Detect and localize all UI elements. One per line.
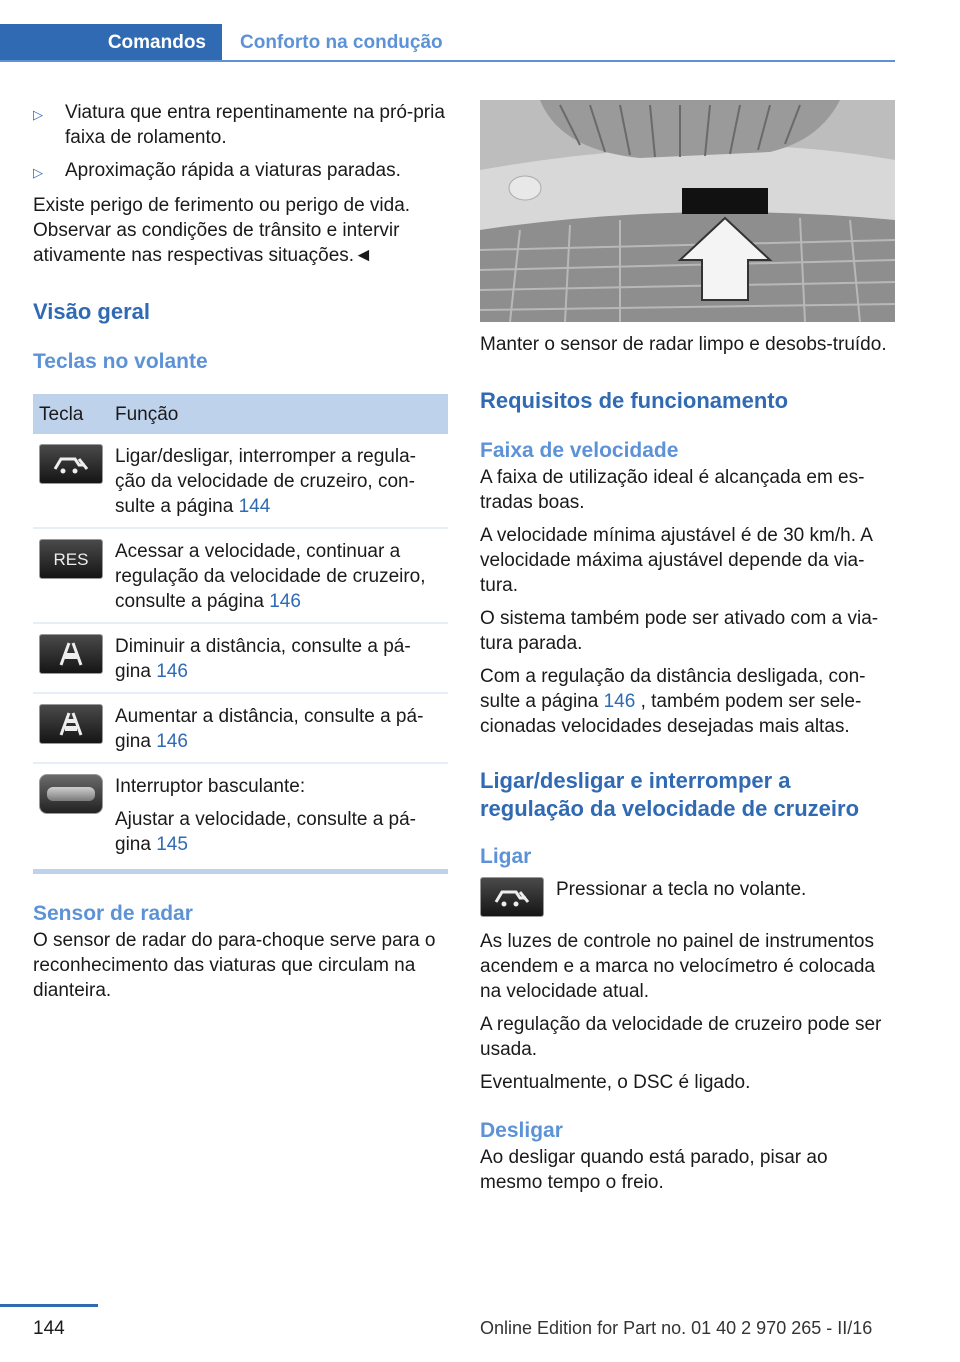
on-paragraph-1: As luzes de controle no painel de instrumentos acendem e a marca no velocímetro é colocada na velocidade atual. <box>480 931 875 1002</box>
radar-sensor-photo <box>480 100 895 322</box>
tab-conforto[interactable]: Conforto na condução <box>240 32 443 53</box>
row-text: Acessar a velocidade, continuar a regulação da velocidade de cruzeiro, consulte a página <box>115 541 426 612</box>
page-link[interactable]: 146 <box>156 661 188 682</box>
off-text: Ao desligar quando está parado, pisar ao mesmo tempo o freio. <box>480 1147 828 1193</box>
col-function-header: Função <box>109 394 448 434</box>
page-number: 144 <box>33 1318 65 1339</box>
triangle-bullet-icon: ▷ <box>33 107 43 122</box>
radar-heading: Sensor de radar <box>33 902 193 925</box>
triangle-bullet-icon: ▷ <box>33 165 43 180</box>
res-key-icon <box>39 539 103 579</box>
speed-p4-text-b: , também podem ser sele‐cionadas velocidades desejadas mais altas. <box>480 691 862 737</box>
keys-heading: Teclas no volante <box>33 350 208 373</box>
keys-table <box>33 394 448 865</box>
page-link[interactable]: 146 <box>269 591 301 612</box>
cruise-control-icon <box>480 877 544 917</box>
onoff-heading: Ligar/desligar e interromper a regulação da velocidade de cruzeiro <box>480 768 860 821</box>
on-instruction <box>480 877 895 917</box>
cruise-control-icon <box>39 444 103 484</box>
edition-text: Online Edition for Part no. 01 40 2 970 265 - II/16 <box>480 1318 873 1338</box>
page-link[interactable]: 146 <box>603 691 636 712</box>
distance-decrease-icon <box>39 634 103 674</box>
speed-paragraph-1: A faixa de utilização ideal é alcançada em es‐tradas boas. <box>480 467 865 513</box>
bullet-text: Viatura que entra repentinamente na pró‐pria faixa de rolamento. <box>65 102 445 148</box>
right-column <box>480 100 895 1203</box>
overview-heading: Visão geral <box>33 299 150 324</box>
list-item <box>33 158 448 185</box>
speed-range-heading: Faixa de velocidade <box>480 439 679 462</box>
photo-caption: Manter o sensor de radar limpo e desobs‐truído. <box>480 334 887 355</box>
table-row <box>33 434 448 528</box>
row-text: Diminuir a distância, consulte a pá‐gina <box>115 636 411 682</box>
distance-increase-icon <box>39 704 103 744</box>
speed-paragraph-2: A velocidade mínima ajustável é de 30 km/h. A velocidade máxima ajustável depende da via‐tura. <box>480 525 872 596</box>
page-link[interactable]: 145 <box>156 834 188 855</box>
speed-paragraph-4 <box>480 664 895 739</box>
bullet-text: Aproximação rápida a viaturas paradas. <box>65 160 401 181</box>
on-heading: Ligar <box>480 845 532 868</box>
row-text: Aumentar a distância, consulte a pá‐gina <box>115 706 424 752</box>
page-link[interactable]: 146 <box>156 731 188 752</box>
warning-text: Existe perigo de ferimento ou perigo de vida. Observar as condições de trânsito e intervir ativamente nas respectivas situações.◄ <box>33 195 411 266</box>
tab-comandos[interactable]: Comandos <box>0 24 222 62</box>
footer-divider <box>0 1304 98 1307</box>
row-text-2: Ajustar a velocidade, consulte a pá‐gina <box>115 809 417 855</box>
key-label: RES <box>53 549 89 569</box>
requirements-heading: Requisitos de funcionamento <box>480 388 789 413</box>
page-link[interactable]: 144 <box>238 496 271 517</box>
speed-paragraph-3: O sistema também pode ser ativado com a via‐tura parada. <box>480 608 879 654</box>
on-text: Pressionar a tecla no volante. <box>556 879 807 900</box>
table-row <box>33 528 448 623</box>
table-row <box>33 623 448 693</box>
radar-text: O sensor de radar do para-choque serve para o reconhecimento das viaturas que circulam na dianteira. <box>33 930 436 1001</box>
speed-p4-text-a: Com a regulação da distância desligada, con‐sulte a página <box>480 666 866 712</box>
col-key-header: Tecla <box>33 394 109 434</box>
header-divider <box>0 60 895 62</box>
left-column <box>33 100 448 1011</box>
table-row <box>33 693 448 763</box>
row-text: Interruptor basculante: <box>115 776 306 797</box>
table-row <box>33 763 448 865</box>
rocker-switch-icon <box>39 774 103 814</box>
off-heading: Desligar <box>480 1119 563 1142</box>
on-paragraph-2: A regulação da velocidade de cruzeiro pode ser usada. <box>480 1014 882 1060</box>
page-header <box>0 0 960 62</box>
row-text: Ligar/desligar, interromper a regula‐ção da velocidade de cruzeiro, con‐sulte a página <box>115 446 416 517</box>
on-paragraph-3: Eventualmente, o DSC é ligado. <box>480 1072 751 1093</box>
list-item <box>33 100 448 150</box>
